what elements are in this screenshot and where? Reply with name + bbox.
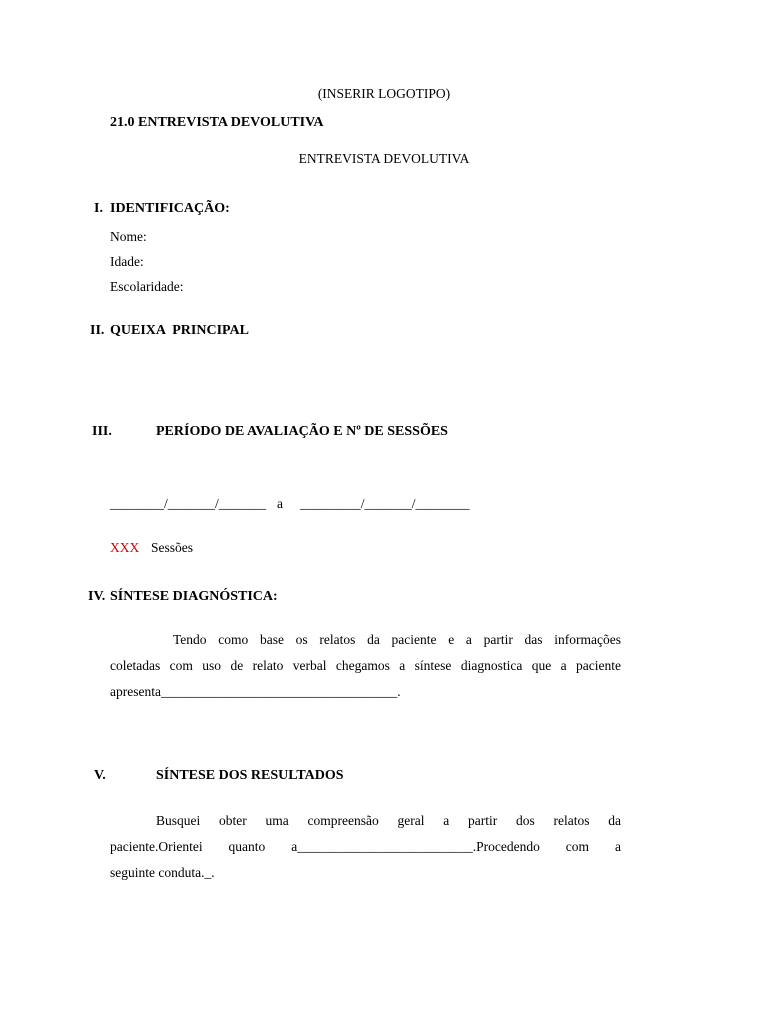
diagnostic-synthesis-paragraph <box>110 627 621 705</box>
results-synthesis-paragraph <box>110 808 621 886</box>
diagnostic-line-2: coletadas com uso de relato verbal chegamos a síntese diagnostica que a paciente <box>110 658 621 673</box>
date-connector: a <box>277 496 283 511</box>
start-date-blank: ________/_______/_______ <box>110 496 267 511</box>
logo-placeholder: (INSERIR LOGOTIPO) <box>317 86 451 101</box>
diagnostic-line-3: apresenta___________________________________. <box>110 684 401 699</box>
results-line-2: paciente.Orientei quanto a__________________________.Procedendo com a <box>110 839 621 854</box>
section-numeral-ii: II. <box>90 323 105 338</box>
diagnostic-synthesis-heading: SÍNTESE DIAGNÓSTICA: <box>110 589 278 604</box>
identification-heading: IDENTIFICAÇÃO: <box>110 201 230 216</box>
diagnostic-line-1: Tendo como base os relatos da paciente e a partir das informações <box>173 632 621 647</box>
results-synthesis-heading: SÍNTESE DOS RESULTADOS <box>156 768 344 783</box>
section-numeral-iv: IV. <box>88 589 106 604</box>
section-numeral-iii: III. <box>92 424 112 439</box>
end-date-blank: _________/_______/________ <box>300 496 470 511</box>
document-title: ENTREVISTA DEVOLUTIVA <box>298 151 470 166</box>
age-field-label: Idade: <box>110 254 144 269</box>
schooling-field-label: Escolaridade: <box>110 279 184 294</box>
evaluation-period-heading: PERÍODO DE AVALIAÇÃO E Nº DE SESSÕES <box>156 424 448 439</box>
sessions-label: Sessões <box>151 540 194 555</box>
sessions-count-placeholder: XXX <box>110 540 140 555</box>
main-complaint-heading: QUEIXA PRINCIPAL <box>110 323 249 338</box>
section-number-title: 21.0 ENTREVISTA DEVOLUTIVA <box>110 115 324 130</box>
name-field-label: Nome: <box>110 229 147 244</box>
results-line-1: Busquei obter uma compreensão geral a partir dos relatos da <box>156 813 621 828</box>
results-line-3: seguinte conduta._. <box>110 865 215 880</box>
section-numeral-v: V. <box>94 768 106 783</box>
section-numeral-i: I. <box>94 201 103 216</box>
